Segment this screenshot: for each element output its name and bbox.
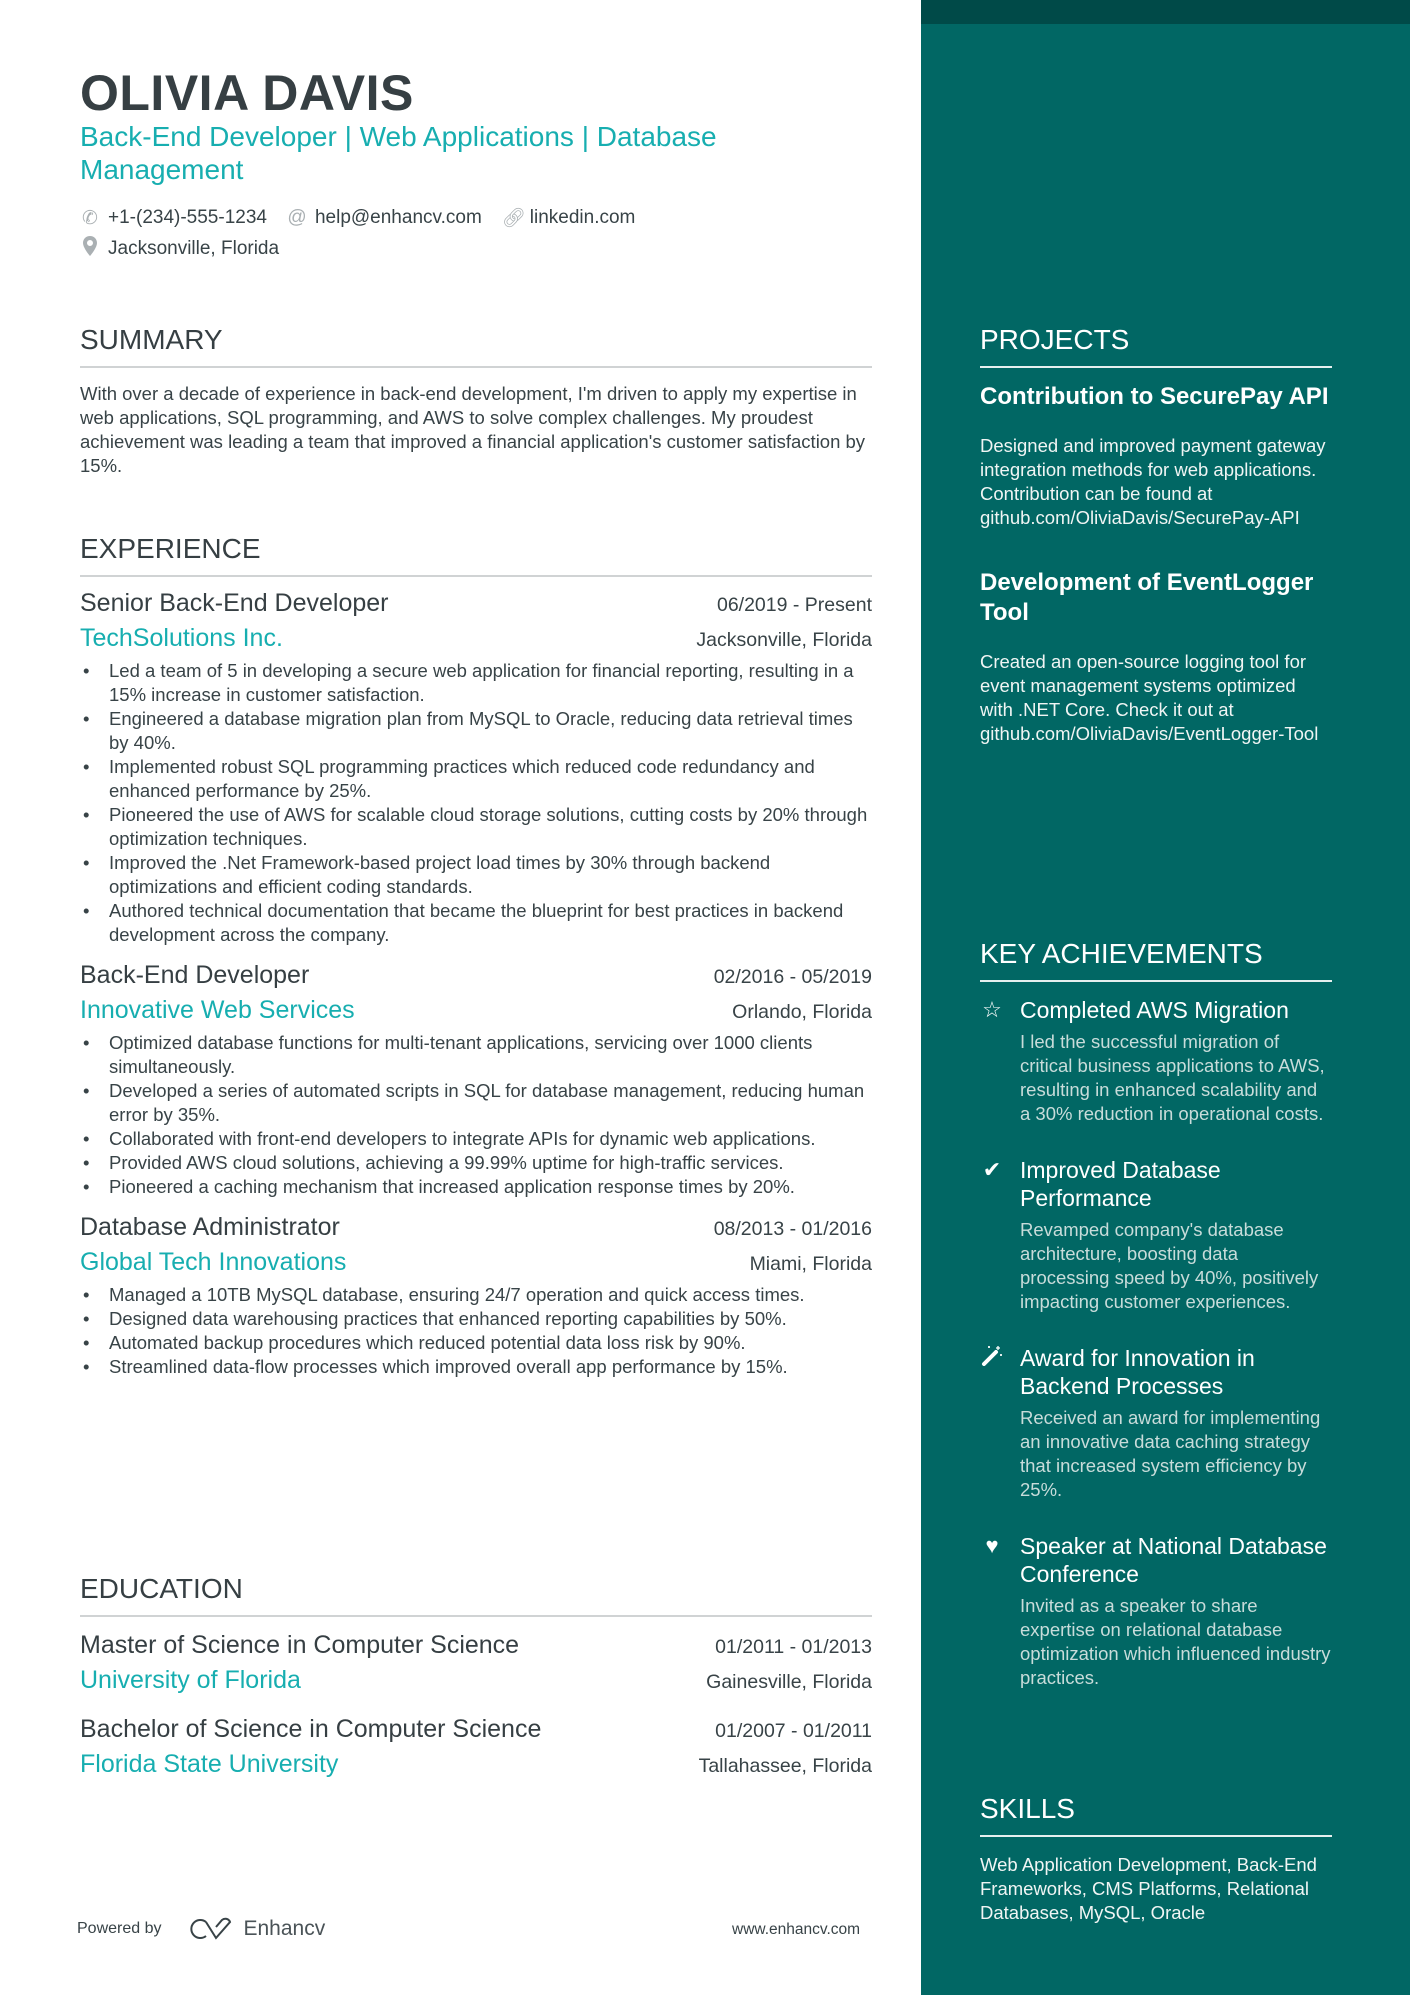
bullet-item: • Pioneered the use of AWS for scalable cloud storage solutions, cutting costs by 20% through optimization techniques.: [80, 803, 872, 851]
achievement-description: Invited as a speaker to share expertise on relational database optimization which influenced industry practices.: [1020, 1595, 1331, 1688]
sidebar-top-band: [921, 0, 1410, 24]
bullet-item: • Streamlined data-flow processes which improved overall app performance by 15%.: [80, 1355, 872, 1379]
bullet-item: • Developed a series of automated scripts in SQL for database management, reducing human error by 35%.: [80, 1079, 872, 1127]
achievement-body: [1020, 1344, 1332, 1502]
section-heading: KEY ACHIEVEMENTS: [980, 938, 1332, 982]
heart-icon: ♥: [985, 1533, 999, 1558]
footer-branding: [77, 1917, 325, 1941]
enhancv-logo[interactable]: [188, 1917, 326, 1941]
location: [80, 236, 279, 262]
job-bullets: [80, 1283, 872, 1379]
project-title: Contribution to SecurePay API: [980, 383, 1329, 410]
phone: [80, 206, 267, 230]
footer-url[interactable]: www.enhancv.com: [732, 1921, 861, 1938]
education-location: Tallahassee, Florida: [698, 1755, 872, 1777]
job-entry: [80, 1213, 872, 1379]
achievement-title: Completed AWS Migration: [1020, 997, 1289, 1023]
job-dates: 06/2019 - Present: [716, 594, 872, 616]
project-entry: [980, 382, 1332, 530]
job-company-row: [80, 1248, 872, 1277]
section-heading: SKILLS: [980, 1793, 1332, 1837]
degree: Master of Science in Computer Science: [80, 1631, 520, 1659]
bullet-item: • Engineered a database migration plan from MySQL to Oracle, reducing data retrieval times by 40%.: [80, 707, 872, 755]
achievement-entry: [980, 1532, 1332, 1690]
job-title: Database Administrator: [80, 1213, 340, 1241]
job-title: Back-End Developer: [80, 961, 310, 989]
job-header: [80, 1213, 872, 1242]
email-text[interactable]: help@enhancv.com: [314, 207, 482, 228]
bullet-item: • Implemented robust SQL programming practices which reduced code redundancy and enhanced performance by 25%.: [80, 755, 872, 803]
powered-by-label: Powered by: [77, 1920, 162, 1937]
education-section: [80, 1573, 872, 1779]
projects-section: [980, 324, 1332, 746]
achievement-entry: [980, 1344, 1332, 1502]
job-entry: [80, 961, 872, 1199]
education-location: Gainesville, Florida: [706, 1671, 872, 1693]
degree: Bachelor of Science in Computer Science: [80, 1715, 542, 1743]
company-name: Innovative Web Services: [80, 996, 355, 1024]
job-dates: 08/2013 - 01/2016: [713, 1218, 872, 1240]
skills-section: [980, 1793, 1332, 1925]
website-text[interactable]: linkedin.com: [529, 207, 636, 228]
section-heading: SUMMARY: [80, 324, 872, 368]
education-entry: [80, 1631, 872, 1695]
education-header: [80, 1715, 872, 1744]
email[interactable]: [287, 206, 482, 230]
bullet-item: • Pioneered a caching mechanism that increased application response times by 20%.: [80, 1175, 872, 1199]
achievement-entry: [980, 1156, 1332, 1314]
bullet-item: • Automated backup procedures which reduced potential data loss risk by 90%.: [80, 1331, 872, 1355]
enhancv-logo-icon: [188, 1917, 234, 1941]
skills-text: Web Application Development, Back-End Frameworks, CMS Platforms, Relational Databases, MySQL, Oracle: [980, 1854, 1317, 1923]
education-school-row: [80, 1666, 872, 1695]
bullet-item: • Improved the .Net Framework-based project load times by 30% through backend optimizations and efficient coding standards.: [80, 851, 872, 899]
education-entry: [80, 1715, 872, 1779]
bullet-item: • Designed data warehousing practices that enhanced reporting capabilities by 50%.: [80, 1307, 872, 1331]
job-location: Miami, Florida: [749, 1253, 872, 1275]
bullet-item: • Led a team of 5 in developing a secure web application for financial reporting, resulting in a 15% increase in customer satisfaction.: [80, 659, 872, 707]
bullet-item: • Authored technical documentation that became the blueprint for best practices in backend development across the company.: [80, 899, 872, 947]
school-name: University of Florida: [80, 1666, 301, 1694]
achievement-description: Received an award for implementing an innovative data caching strategy that increased system efficiency by 25%.: [1020, 1407, 1321, 1500]
achievement-body: [1020, 996, 1332, 1126]
experience-section: [80, 533, 872, 1379]
headline: Back-End Developer | Web Applications | Database Management: [80, 121, 717, 185]
job-bullets: [80, 1031, 872, 1199]
achievement-title: Speaker at National Database Conference: [1020, 1533, 1327, 1587]
job-title: Senior Back-End Developer: [80, 589, 389, 617]
job-bullets: [80, 659, 872, 947]
education-header: [80, 1631, 872, 1660]
job-location: Jacksonville, Florida: [696, 629, 872, 651]
company-name: TechSolutions Inc.: [80, 624, 283, 652]
website[interactable]: [502, 206, 636, 230]
project-description: Created an open-source logging tool for event management systems optimized with .NET Core. Check it out at github.com/OliviaDavis/EventLogger-Tool: [980, 651, 1319, 744]
job-dates: 02/2016 - 05/2019: [713, 966, 872, 988]
project-entry: [980, 568, 1332, 746]
job-location: Orlando, Florida: [732, 1001, 872, 1023]
link-icon: 🔗︎: [501, 208, 526, 229]
section-heading: EXPERIENCE: [80, 533, 872, 577]
job-entry: [80, 589, 872, 947]
school-name: Florida State University: [80, 1750, 339, 1778]
achievement-description: I led the successful migration of critical business applications to AWS, resulting in enhanced scalability and a 30% reduction in operational costs.: [1020, 1031, 1325, 1124]
candidate-name: OLIVIA DAVIS: [80, 65, 414, 121]
job-company-row: [80, 996, 872, 1025]
project-description: Designed and improved payment gateway integration methods for web applications. Contribution can be found at github.com/OliviaDavis/SecurePay-API: [980, 435, 1326, 528]
at-icon: @: [287, 207, 307, 228]
contact-row: [80, 206, 635, 230]
achievements-section: [980, 938, 1332, 1690]
enhancv-brand: Enhancv: [243, 1917, 326, 1940]
job-header: [80, 961, 872, 990]
company-name: Global Tech Innovations: [80, 1248, 347, 1276]
job-company-row: [80, 624, 872, 653]
job-header: [80, 589, 872, 618]
achievement-title: Award for Innovation in Backend Processes: [1020, 1345, 1255, 1399]
bullet-item: • Provided AWS cloud solutions, achieving a 99.99% uptime for high-traffic services.: [80, 1151, 872, 1175]
phone-text: +1-(234)-555-1234: [108, 207, 267, 228]
achievement-title: Improved Database Performance: [1020, 1157, 1221, 1211]
section-heading: PROJECTS: [980, 324, 1332, 368]
achievement-description: Revamped company's database architecture, boosting data processing speed by 40%, positively impacting customer experiences.: [1020, 1219, 1319, 1312]
check-icon: ✔: [982, 1157, 1002, 1182]
education-school-row: [80, 1750, 872, 1779]
education-dates: 01/2007 - 01/2011: [715, 1720, 872, 1742]
bullet-item: • Optimized database functions for multi-tenant applications, servicing over 1000 clients simultaneously.: [80, 1031, 872, 1079]
phone-icon: ✆: [82, 207, 98, 229]
bullet-item: • Managed a 10TB MySQL database, ensuring 24/7 operation and quick access times.: [80, 1283, 872, 1307]
summary-text: With over a decade of experience in back-end development, I'm driven to apply my expertise in web applications, SQL programming, and AWS to solve complex challenges. My proudest achievement was leading a team that improved a financial application's customer satisfaction by 15%.: [80, 383, 866, 476]
bullet-item: • Collaborated with front-end developers to integrate APIs for dynamic web applications.: [80, 1127, 872, 1151]
star-icon: ☆: [982, 997, 1002, 1022]
magic-wand-icon: [980, 1344, 1004, 1502]
summary-section: [80, 324, 872, 478]
location-text: Jacksonville, Florida: [108, 238, 280, 259]
location-pin-icon: [80, 236, 100, 262]
section-heading: EDUCATION: [80, 1573, 872, 1617]
education-dates: 01/2011 - 01/2013: [715, 1636, 872, 1658]
achievement-body: [1020, 1156, 1332, 1314]
achievement-body: [1020, 1532, 1332, 1690]
project-title: Development of EventLogger Tool: [980, 569, 1314, 626]
achievement-entry: [980, 996, 1332, 1126]
